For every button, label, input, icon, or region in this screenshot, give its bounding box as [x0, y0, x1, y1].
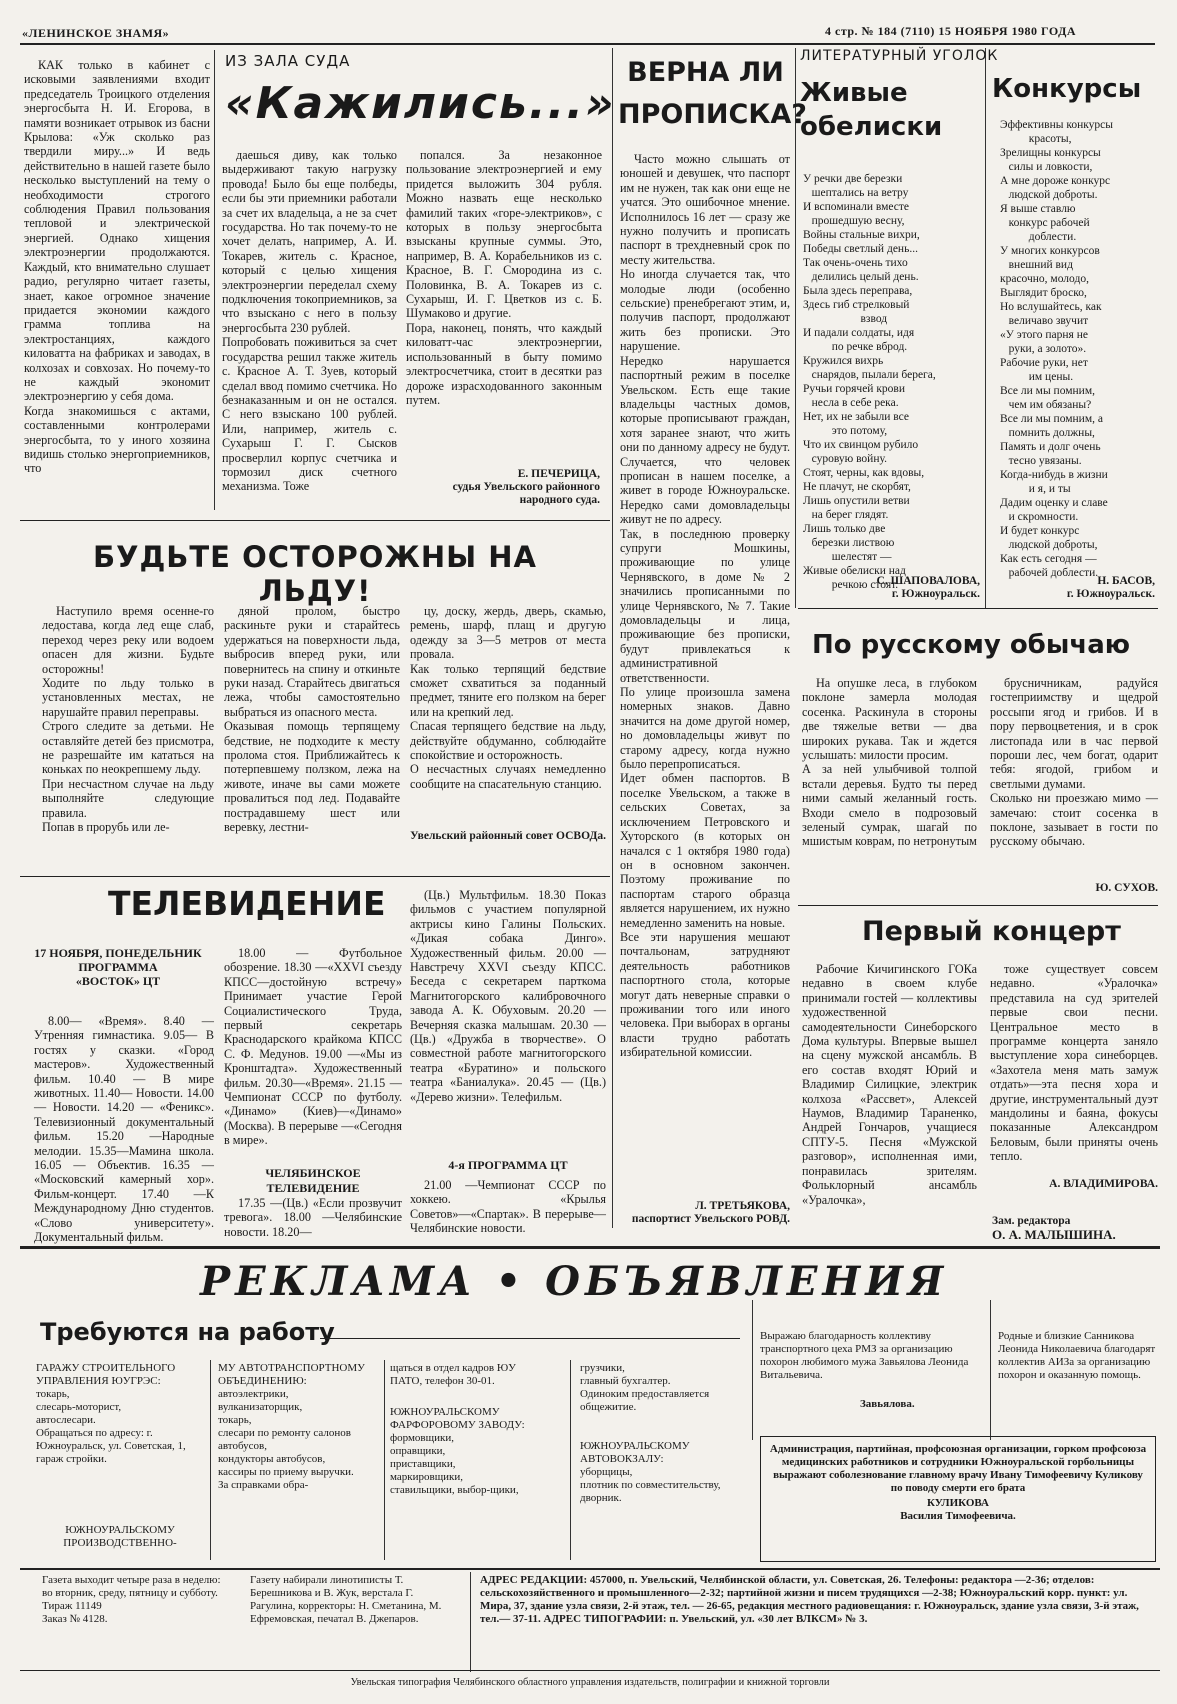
- custom-title: По русскому обычаю: [812, 630, 1131, 660]
- divider: [384, 1360, 385, 1560]
- custom-col-2: брусничникам, радуйся гостеприимству и щедрой россыпи ягод и грибов. И в пору первоцветения, и в срок листопада или в час первой пороши лес, чем богат, одарит тебя: ягодой, грибом и светлыми думами. Сколько ни проезжаю мимо — замечаю: стоит сосенка в поклоне, зазывает в гости по русскому обычаю.: [990, 676, 1158, 849]
- divider: [20, 520, 610, 521]
- ad-loaders: грузчики, главный бухгалтер. Одиноким предоставляется общежитие.: [580, 1362, 710, 1413]
- poem2-text: Эффективны конкурсы красоты, Зрелищны конкурсы силы и ловкости, А мне дороже конкурс людской доброты. Я выше ставлю конкурс рабочей доблести. У многих конкурсов внешний вид красочно, молодо, Выглядит броско, Но вслушайтесь, как величаво звучит «У этого парня не руки, а золото». Рабочие руки, нет им цены. Все ли мы помним, чем им обязаны? Все ли мы помним, а помнить должны, Память и долг очень тесно увязаны. Когда-нибудь в жизни и я, и ты Дадим оценку и славе и скромности. И будет конкурс людской доброты, Как есть сегодня — рабочей доблести.: [1000, 119, 1113, 579]
- divider: [985, 48, 986, 608]
- divider: [20, 876, 610, 877]
- literary-rubric: ЛИТЕРАТУРНЫЙ УГОЛОК: [800, 48, 999, 64]
- court-signature: Е. ПЕЧЕРИЦА, судья Увельского районного народного суда.: [452, 468, 600, 506]
- condolence-name: КУЛИКОВА Василия Тимофеевича.: [900, 1497, 1016, 1522]
- concert-signature: А. ВЛАДИМИРОВА.: [1049, 1178, 1158, 1190]
- divider: [990, 1300, 991, 1440]
- condolence-box: [760, 1436, 1156, 1562]
- jobs-title: Требуются на работу: [40, 1318, 335, 1346]
- footer-issue: Газета выходит четыре раза в неделю: во вторник, среду, пятницу и субботу. Тираж 11149 Заказ № 4128.: [42, 1574, 221, 1625]
- ad-hr: щаться в отдел кадров ЮУ ПАТО, телефон 30-01.: [390, 1362, 516, 1387]
- condolence-text: Администрация, партийная, профсоюзная организации, горком профсоюза медицинских работников и сотрудники Южноуральской горбольницы выражают соболезнование главному врачу Ивану Тимофеевичу Куликову по поводу смерти его брата: [769, 1443, 1147, 1494]
- poem1-signature: С. ШАПОВАЛОВА, г. Южноуральск.: [876, 575, 980, 600]
- tv-col-3: (Цв.) Мультфильм. 18.30 Показ фильмов с участием популярной актрисы кино Галины Польских. «Дикая собака Динго». Художественный фильм. 20.00 —Навстречу XXVI съезду КПСС. Беседа с секретарем парткома Магнитогорского калибровочного завода А. К. Обуховым. 20.20 —Вечерняя сказка малышам. 20.30 — (Цв.) «Дружба в творчестве». О совместной работе магнитогорского театра «Буратино» и польского театра «Баниалука». 20.45 — (Цв.) «Дерево жизни». Телефильм.: [410, 888, 606, 1104]
- divider: [20, 1246, 1160, 1249]
- divider: [570, 1360, 571, 1560]
- custom-signature: Ю. СУХОВ.: [1095, 882, 1158, 894]
- divider: [210, 1360, 211, 1560]
- ad-ptou: ЮЖНОУРАЛЬСКОМУ ПРОИЗВОДСТВЕННО-: [63, 1524, 177, 1549]
- propiska-text: Часто можно слышать от юношей и девушек, что паспорт им не нужен, так как они еще не учатся. Это ошибочное мнение. Исполнилось 16 лет — сразу же нужно получить и прописать паспорт в трехдневный срок по месту жительства. Но иногда случается так, что молодые люди (особенно сельские) пренебрегают этим, и, получив паспорт, продолжают жить без прописки. Это нарушение. Нередко нарушается паспортный режим в поселке Увельском. Есть еще такие владельцы частных домов, которые прописывают граждан, хотя заранее знают, что жить они по данному адресу не будут. Случается, что человек прописан в нашем поселке, а живет в городе Южноуральске. Нередко сами домовладельцы живут не по адресу. Так, в последнюю проверку супруги Мошкины, проживающие по улице Чернявского, в доме № 2 значились прописанными по улице Чернявского, № 7. Такие домовладельцы и лица, проживающие без прописки, будут привлекаться к административной ответственности. По улице произошла замена номерных знаков. Давно значится на доме другой номер, но домовладельцы живут по старому адресу, когда нужно было перепрописаться. Идет обмен паспортов. В поселке Увельском, а также в сельских Советах, за исключением Петровского и Хуторского (в которых он начался с 1 октября 1980 года) он в основном закончен. Поэтому проживание по паспортам старого образца является нарушением, их нужно немедленно заменить на новые. Все эти нарушения мешают почтальонам, затрудняют деятельность работников паспортного стола, которые могут дать неверные справки о проживании того или иного человека. При выборах в органы власти трудно работать избирательной комиссии.: [620, 152, 790, 1060]
- tv-col-1: 8.00— «Время». 8.40 — Утренняя гимнастика. 9.05— В гостях у сказки. «Город мастеров». Художественный фильм. 10.40 — В мире животных. 11.40— Новости. 14.00— Новости. 14.20 — «Феникс». Телевизионный документальный фильм. 15.20 —Народные мелодии. 15.35—Мамина школа. 16.05 — Объектив. 16.35 — «Московский камерный хор». Фильм-концерт. 17.40 —К Международному Дню студентов. «Слово университету». Документальный фильм.: [34, 1014, 214, 1245]
- divider: [798, 608, 1158, 609]
- ice-col-3: цу, доску, жердь, дверь, скамью, ремень, шарф, плащ и другую одежду за 3—5 метров от места провала. Как только терпящий бедствие сможет схватиться за поданный предмет, тяните его ползком на берег или на крепкий лед. Спасая терпящего бедствие на льду, действуйте обдуманно, соблюдайте спокойствие и осторожность. О несчастных случаях немедленно сообщите на спасательную станцию.: [410, 604, 606, 791]
- court-title: «Кажились...»: [225, 78, 616, 129]
- masthead-left: «ЛЕНИНСКОЕ ЗНАМЯ»: [22, 26, 170, 40]
- editor-label: Зам. редактора: [992, 1215, 1071, 1227]
- editor-block: [992, 1214, 1116, 1242]
- ice-col-1: Наступило время осенне-го ледостава, когда лед еще слаб, переход через реку или водоем опасен для жизни. Будьте осторожны! Ходите по льду только в установленных местах, не нарушайте правил переправы. Строго следите за детьми. Не оставляйте детей без присмотра, не разрешайте им кататься на коньках по неокрепшему льду. При несчастном случае на льду выполняйте следующие правила. Попав в прорубь или ле-: [42, 604, 214, 835]
- divider: [214, 50, 215, 510]
- concert-title: Первый концерт: [862, 916, 1121, 947]
- tv-title: ТЕЛЕВИДЕНИЕ: [108, 884, 386, 923]
- divider: [612, 48, 613, 1228]
- divider: [20, 1670, 1160, 1671]
- court-col-3: попался. За незаконное пользование электроэнергией и ему придется выложить 304 рубля. Можно назвать еще несколько фамилий таких «горе-электриков», с которых в пользу энергосбыта взысканы крупные суммы. Это, например, В. А. Корабельников из с. Красное, В. Г. Смородина из с. Половинка, В. А. Токарев из с. Сухарыш, И. Г. Цветков из с. Б. Шумаково и другие. Пора, наконец, понять, что каждый киловатт-час электроэнергии, использованный в быту помимо электросчетчика, стоит в десятки раз дороже израсходованного законным путем.: [406, 148, 602, 407]
- concert-col-1: Рабочие Кичигинского ГОКа недавно в своем клубе принимали гостей — коллективы художественной самодеятельности Синеборского Дома культуры. Впервые вышел на сцену мужской ансамбль. В его состав входят Юрий и Владимир Силицкие, электрик колхоза «Рассвет», Алексей Наумов, Владимир Тараненко, Андрей Гончаров, учащиеся СПТУ-5. Песня «Мужской разговор», исполненная ими, понравилась зрителям. Фольклорный ансамбль «Уралочка»,: [802, 962, 977, 1207]
- ice-title: БУДЬТЕ ОСТОРОЖНЫ НА ЛЬДУ!: [93, 540, 537, 608]
- ads-banner: РЕКЛАМА • ОБЪЯВЛЕНИЯ: [200, 1258, 949, 1305]
- thanks-zavyalova: Выражаю благодарность коллективу транспортного цеха РМЗ за организацию похорон любимого мужа Завьялова Леонида Витальевича.: [760, 1330, 969, 1381]
- court-rubric: ИЗ ЗАЛА СУДА: [225, 52, 351, 70]
- court-col-1: КАК только в кабинет с исковыми заявлениями входит председатель Троицкого отделения энергосбыта Н. И. Егорова, в памяти возникает отрывок из басни Крылова: «Уж сколько раз твердили миру...» И ведь действительно в нашей газете было несколько выступлений на тему о необходимости строгого соблюдения Правил пользования тепловой и электрической энергией. Однако хищения электроэнергии продолжаются. Каждый, кто внимательно слушает радио, регулярно читает газеты, знает, какое огромное значение придается экономии каждого грамма топлива на электростанциях, каждого киловатта на фабриках и заводах, в колхозах и совхозах. Но почему-то не каждый экономит электроэнергию у себя дома. Когда знакомишься с актами, составленными контролерами энергосбыта, то у иного хозяина видишь столько энергоприемников, что: [24, 58, 210, 476]
- masthead-right: 4 стр. № 184 (7110) 15 НОЯБРЯ 1980 ГОДА: [825, 24, 1076, 38]
- poem2-title: Конкурсы: [992, 74, 1142, 104]
- tv-col-2: 18.00 — Футбольное обозрение. 18.30 —«XXVI съезду КПСС—достойную встречу» Принимает участие Герой Социалистического Труда, первый секретарь Краснодарского крайкома КПСС С. Ф. Медунов. 19.00 —«Мы из Кронштадта». Художественный фильм. 20.30—«Время». 21.15 — Чемпионат СССР по футболу. «Динамо» (Киев)—«Динамо» (Москва). В перерыве —«Сегодня в мире».: [224, 946, 402, 1148]
- tv-day-head: 17 НОЯБРЯ, ПОНЕДЕЛЬНИК ПРОГРАММА «ВОСТОК» ЦТ: [34, 946, 202, 988]
- divider: [320, 1338, 740, 1339]
- ad-porcelain: ЮЖНОУРАЛЬСКОМУ ФАРФОРОВОМУ ЗАВОДУ: формовщики, оправщики, приставщики, маркировщики, ставильщики, выбор-щики,: [390, 1406, 525, 1496]
- tv-chel-head: ЧЕЛЯБИНСКОЕ ТЕЛЕВИДЕНИЕ: [265, 1166, 361, 1195]
- tv-prog4-head: 4-я ПРОГРАММА ЦТ: [448, 1158, 568, 1172]
- ice-signature: Увельский районный совет ОСВОДа.: [410, 830, 606, 842]
- custom-col-1: На опушке леса, в глубоком поклоне замерла молодая сосенка. Раскинула в стороны две тяжелые ветви — два широких рукава. Так и ждется услышать: милости просим. А за ней улыбчивой толпой встали деревья. Будто ты перед ними самый желанный гость. Входи смело в подрозовый зеленый сумрак, шагай по мшистым коврам, по нетронутым: [802, 676, 977, 849]
- ad-busstation: ЮЖНОУРАЛЬСКОМУ АВТОВОКЗАЛУ: уборщицы, плотник по совместительству, дворник.: [580, 1440, 721, 1504]
- divider: [795, 48, 796, 608]
- divider: [470, 1572, 471, 1672]
- poem2-signature: Н. БАСОВ, г. Южноуральск.: [1066, 575, 1155, 600]
- ad-garage: ГАРАЖУ СТРОИТЕЛЬНОГО УПРАВЛЕНИЯ ЮУГРЭС: токарь, слесарь-моторист, автослесари. Обращаться по адресу: г. Южноуральск, ул. Советская, 1, гараж стройки.: [36, 1362, 186, 1465]
- footer-staff: Газету набирали линотиписты Т. Берешникова и В. Жук, верстала Г. Рагулина, корректоры: Н. Сметанина, М. Ефремовская, печатал В. Джепаров.: [250, 1574, 442, 1625]
- concert-col-2: тоже существует совсем недавно. «Уралочка» представила на суд зрителей первые свои песни. Центральное место в программе концерта заняло выступление хора синеборцев. «Захотела меня мать замуж отдать»—эта песня хора и другие, инструментальный дуэт мандолины и баяна, фокусы показанные Александром Беловым, были приняты очень тепло.: [990, 962, 1158, 1164]
- poem1-title: Живые обелиски: [800, 78, 943, 142]
- divider: [752, 1300, 753, 1440]
- court-col-2: даешься диву, как только выдерживают такую нагрузку провода! Было бы еще полбеды, если бы эти приемники работали за счет их владельца, а не за счет государства. Но так почему-то не хочет делать, например, А. И. Токарев, житель с. Красное, который с целью хищения электроэнергии переделал схему подключения токоприемников, за что взыскано с него в пользу энергосбыта 230 рублей. Попробовать поживиться за счет государства решил также житель с. Красное А. Т. Зуев, который сделал ввод помимо счетчика. Но безнаказанным и он не остался. С него взыскано 100 рублей. Или, например, житель с. Сухарыш Г. Г. Сысков просверлил корпус счетчика и тормозил диск счетного механизма. Тоже: [222, 148, 397, 494]
- footer-address: АДРЕС РЕДАКЦИИ: 457000, п. Увельский, Челябинской области, ул. Советская, 26. Телефоны: редактора —2-36; отделов: сельскохозяйственного и промышленного—2-32; партийной жизни и писем трудящихся —2-38; Южноуральский корр. пункт: ул. Мира, 37, здание узла связи, 2-й этаж, тел. — 26-65, редакция местного радиовещания: г. Южноуральск, здание узла связи, 3-й этаж, тел.— 37-11. АДРЕС ТИПОГРАФИИ: п. Увельский, ул. «30 лет ВЛКСМ» № 3.: [480, 1574, 1139, 1625]
- footer-printer: Увельская типография Челябинского областного управления издательств, полиграфии и книжной торговли: [350, 1677, 830, 1688]
- tv-col-3b: 21.00 —Чемпионат СССР по хоккею. «Крылья Советов»—«Спартак». В перерыве—Челябинские новости.: [410, 1178, 606, 1236]
- divider: [798, 905, 1158, 906]
- thanks-sannikov: Родные и близкие Санникова Леонида Николаевича благодарят коллектив АИЗа за организацию похорон и оказанную помощь.: [998, 1330, 1156, 1381]
- poem1-text: У речки две березки шептались на ветру И вспоминали вместе прошедшую весну, Войны стальные вихри, Победы светлый день... Так очень-очень тихо делились целый день. Была здесь переправа, Здесь гиб стрелковый взвод И падали солдаты, идя по речке вброд. Кружился вихрь снарядов, пылали берега, Ручьи горячей крови несла в себе река. Нет, их не забыли все это потому, Что их свинцом рубило суровую войну. Стоят, черны, как вдовы, Не плачут, не скорбят, Лишь опустили ветви на берег глядят. Лишь только две березки листвою шелестят — Живые обелиски над речкою стоят.: [803, 173, 936, 591]
- tv-col-2b: 17.35 —(Цв.) «Если прозвучит тревога». 18.00 —Челябинские новости. 18.20—: [224, 1196, 402, 1239]
- divider: [20, 1568, 1160, 1570]
- ice-col-2: дяной пролом, быстро раскиньте руки и старайтесь удержаться на поверхности льда, выбросив вперед руки, или повернитесь на спину и откиньте руки назад. Старайтесь двигаться лежа, чтобы самостоятельно выбраться из опасного места. Оказывая помощь терпящему бедствие, не подходите к месту пролома стоя. Приближайтесь к потерпевшему ползком, лежа на животе, иначе вы сами можете провалиться под лед. Подавайте пострадавшему шест или веревку, лестни-: [224, 604, 400, 835]
- propiska-title: ВЕРНА ЛИ ПРОПИСКА?: [618, 57, 807, 130]
- ad-avto: МУ АВТОТРАНСПОРТНОМУ ОБЪЕДИНЕНИЮ: автоэлектрики, вулканизаторщик, токарь, слесари по ремонту салонов автобусов, кондукторы автобусов, кассиры по приему выручки. За справками обра-: [218, 1362, 365, 1491]
- thanks-zavyalova-sign: Завьялова.: [860, 1398, 915, 1410]
- editor-name: О. А. МАЛЫШИНА.: [992, 1227, 1116, 1242]
- top-rule: [20, 43, 1155, 45]
- propiska-signature: Л. ТРЕТЬЯКОВА, паспортист Увельского РОВД.: [631, 1200, 790, 1225]
